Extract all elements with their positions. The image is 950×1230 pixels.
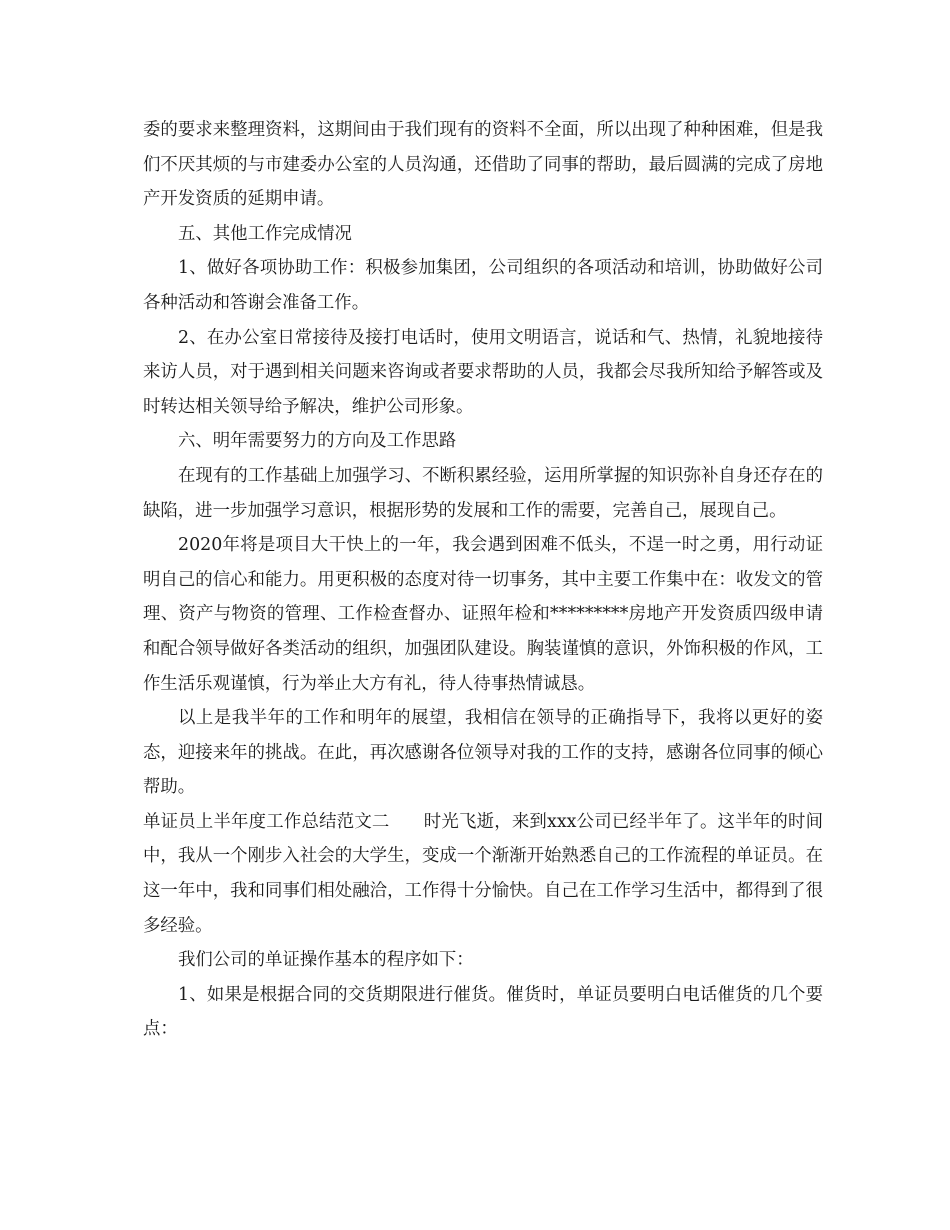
heading-next-year: 六、明年需要努力的方向及工作思路 <box>178 431 457 452</box>
section-two <box>143 805 823 943</box>
paragraph-item-2: 2、在办公室日常接待及接打电话时，使用文明语言，说话和气、热情，礼貌地接待来访人员，对于遇到相关问题来咨询或者要求帮助的人员，我都会尽我所知给予解答或及时转达相关领导给予解决，维护公司形象。 <box>143 327 823 417</box>
paragraph-continuation: 委的要求来整理资料，这期间由于我们现有的资料不全面，所以出现了种种困难，但是我们不厌其烦的与市建委办公室的人员沟通，还借助了同事的帮助，最后圆满的完成了房地产开发资质的延期申请。 <box>143 120 823 210</box>
section-title: 单证员上半年度工作总结范文二 <box>143 811 390 832</box>
paragraph-procedure-1: 1、如果是根据合同的交货期限进行催货。催货时，单证员要明白电话催货的几个要点： <box>143 984 823 1040</box>
paragraph-item-1: 1、做好各项协助工作：积极参加集团，公司组织的各项活动和培训，协助做好公司各种活动和答谢会准备工作。 <box>143 258 823 313</box>
paragraph-summary: 以上是我半年的工作和明年的展望，我相信在领导的正确指导下，我将以更好的姿态，迎接来年的挑战。在此，再次感谢各位领导对我的工作的支持，感谢各位同事的倾心帮助。 <box>143 708 823 798</box>
paragraph-study: 在现有的工作基础上加强学习、不断积累经验，运用所掌握的知识弥补自身还存在的缺陷，进一步加强学习意识，根据形势的发展和工作的需要，完善自己，展现自己。 <box>143 465 823 521</box>
section-body: 时光飞逝，来到xxx公司已经半年了。这半年的时间中，我从一个刚步入社会的大学生，变成一个渐渐开始熟悉自己的工作流程的单证员。在这一年中，我和同事们相处融洽，工作得十分愉快。自己在工作学习生活中，都得到了很多经验。 <box>143 811 823 936</box>
paragraph-procedure-intro: 我们公司的单证操作基本的程序如下： <box>178 950 474 971</box>
heading-other-work: 五、其他工作完成情况 <box>178 223 352 244</box>
paragraph-2020-plan: 2020年将是项目大干快上的一年，我会遇到困难不低头，不逞一时之勇，用行动证明自己的信心和能力。用更积极的态度对待一切事务，其中主要工作集中在：收发文的管理、资产与物资的管理、工作检查督办、证照年检和*********房地产开发资质四级申请和配合领导做好各类活动的组织，加强团队建设。胸装谨慎的意识，外饰积极的作风，工作生活乐观谨慎，行为举止大方有礼，待人待事热情诚恳。 <box>143 535 823 694</box>
document-body <box>143 113 823 1047</box>
